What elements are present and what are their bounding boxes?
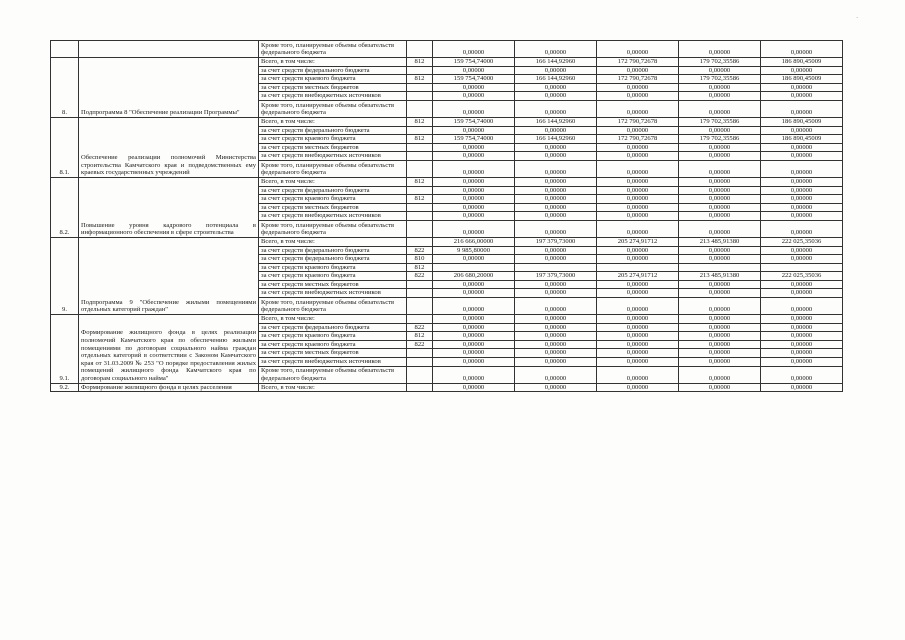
amount-cell-year-3: 205 274,91712	[597, 272, 679, 281]
funding-source: за счет средств местных бюджетов	[259, 280, 407, 289]
amount-cell-year-1: 0,00000	[433, 289, 515, 298]
amount-cell-year-1: 0,00000	[433, 100, 515, 117]
amount-cell-year-5: 186 890,45009	[761, 75, 843, 84]
program-name: Подпрограмма 8 "Обеспечение реализации Программы"	[79, 58, 259, 118]
program-name: Обеспечение реализации полномочий Министерства строительства Камчатского края и подведомственных ему краевых государственных учреждений	[79, 117, 259, 177]
budget-code: 822	[407, 246, 433, 255]
amount-cell-year-2: 0,00000	[515, 220, 597, 237]
amount-cell-year-1: 0,00000	[433, 383, 515, 392]
amount-cell-year-5: 222 025,35036	[761, 237, 843, 246]
budget-code: 822	[407, 323, 433, 332]
amount-cell-year-5: 0,00000	[761, 152, 843, 161]
amount-cell-year-4: 0,00000	[679, 66, 761, 75]
amount-cell-year-4: 0,00000	[679, 358, 761, 367]
amount-cell-year-2: 0,00000	[515, 280, 597, 289]
amount-cell-year-4: 0,00000	[679, 383, 761, 392]
amount-cell-year-5: 0,00000	[761, 332, 843, 341]
budget-code	[407, 92, 433, 101]
amount-cell-year-5: 0,00000	[761, 349, 843, 358]
amount-cell-year-2: 0,00000	[515, 340, 597, 349]
table-row	[51, 117, 843, 126]
amount-cell-year-4: 213 485,91380	[679, 272, 761, 281]
budget-code: 822	[407, 272, 433, 281]
budget-code: 812	[407, 332, 433, 341]
amount-cell-year-4: 0,00000	[679, 203, 761, 212]
amount-cell-year-4: 213 485,91380	[679, 237, 761, 246]
amount-cell-year-5: 0,00000	[761, 212, 843, 221]
amount-cell-year-1: 0,00000	[433, 212, 515, 221]
amount-cell-year-3: 0,00000	[597, 280, 679, 289]
funding-source: Всего, в том числе:	[259, 383, 407, 392]
amount-cell-year-1: 0,00000	[433, 83, 515, 92]
amount-cell-year-3: 0,00000	[597, 143, 679, 152]
row-index: 8.1.	[51, 117, 79, 177]
amount-cell-year-4: 0,00000	[679, 332, 761, 341]
amount-cell-year-5: 0,00000	[761, 195, 843, 204]
amount-cell-year-2: 0,00000	[515, 323, 597, 332]
amount-cell-year-5: 0,00000	[761, 246, 843, 255]
table-row	[51, 315, 843, 324]
amount-cell-year-1: 0,00000	[433, 152, 515, 161]
program-name: Повышение уровня кадрового потенциала в информационного обеспечения в сфере строительства	[79, 177, 259, 237]
amount-cell-year-2: 0,00000	[515, 160, 597, 177]
funding-source: за счет средств краевого бюджета	[259, 340, 407, 349]
budget-document	[50, 40, 850, 570]
amount-cell-year-5: 0,00000	[761, 298, 843, 315]
budget-code: 822	[407, 340, 433, 349]
amount-cell-year-2: 0,00000	[515, 358, 597, 367]
amount-cell-year-2: 0,00000	[515, 212, 597, 221]
amount-cell-year-1: 0,00000	[433, 358, 515, 367]
amount-cell-year-4: 0,00000	[679, 246, 761, 255]
amount-cell-year-1: 0,00000	[433, 41, 515, 58]
funding-source: за счет средств местных бюджетов	[259, 349, 407, 358]
amount-cell-year-2: 0,00000	[515, 289, 597, 298]
funding-source: Всего, в том числе:	[259, 58, 407, 67]
amount-cell-year-3: 0,00000	[597, 126, 679, 135]
budget-code: 812	[407, 135, 433, 144]
amount-cell-year-5: 186 890,45009	[761, 58, 843, 67]
budget-code: 812	[407, 263, 433, 272]
budget-code	[407, 100, 433, 117]
budget-table	[50, 40, 843, 392]
corner-mark: ·	[856, 14, 859, 22]
amount-cell-year-5: 0,00000	[761, 186, 843, 195]
amount-cell-year-3: 172 790,72678	[597, 117, 679, 126]
row-index: 8.2.	[51, 177, 79, 237]
program-name: Формирование жилищного фонда в целях реализации полномочий Камчатского края по обеспечению жилыми помещениями по договорам социального найма граждан отдельных категорий в соответствии с Законом Камчатского края от 31.03.2009 № 253 "О порядке предоставления жилых помещений жилищного фонда Камчатского края по договорам социального найма"	[79, 315, 259, 384]
budget-code	[407, 160, 433, 177]
amount-cell-year-3	[597, 263, 679, 272]
amount-cell-year-5: 0,00000	[761, 66, 843, 75]
amount-cell-year-3: 0,00000	[597, 332, 679, 341]
table-row	[51, 237, 843, 246]
amount-cell-year-2: 0,00000	[515, 383, 597, 392]
amount-cell-year-5: 0,00000	[761, 323, 843, 332]
funding-source: за счет средств федерального бюджета	[259, 66, 407, 75]
amount-cell-year-1: 0,00000	[433, 160, 515, 177]
amount-cell-year-2: 0,00000	[515, 41, 597, 58]
amount-cell-year-2	[515, 263, 597, 272]
amount-cell-year-3: 0,00000	[597, 323, 679, 332]
budget-code	[407, 349, 433, 358]
budget-code	[407, 143, 433, 152]
amount-cell-year-4: 179 702,35586	[679, 58, 761, 67]
funding-source: Кроме того, планируемые объемы обязательств федерального бюджета	[259, 160, 407, 177]
funding-source: за счет средств краевого бюджета	[259, 263, 407, 272]
amount-cell-year-5: 0,00000	[761, 100, 843, 117]
funding-source: за счет средств внебюджетных источников	[259, 212, 407, 221]
amount-cell-year-4: 0,00000	[679, 83, 761, 92]
amount-cell-year-4: 0,00000	[679, 212, 761, 221]
amount-cell-year-2: 197 379,73000	[515, 272, 597, 281]
amount-cell-year-4: 0,00000	[679, 255, 761, 264]
funding-source: за счет средств федерального бюджета	[259, 323, 407, 332]
amount-cell-year-5: 0,00000	[761, 92, 843, 101]
amount-cell-year-5: 0,00000	[761, 366, 843, 383]
program-name: Подпрограмма 9 "Обеспечение жилыми помещениями отдельных категорий граждан"	[79, 237, 259, 314]
funding-source: за счет средств краевого бюджета	[259, 332, 407, 341]
funding-source: Кроме того, планируемые объемы обязательств федерального бюджета	[259, 41, 407, 58]
amount-cell-year-1: 0,00000	[433, 92, 515, 101]
amount-cell-year-1: 159 754,74000	[433, 58, 515, 67]
row-index: 9.1.	[51, 315, 79, 384]
funding-source: за счет средств федерального бюджета	[259, 246, 407, 255]
funding-source: Кроме того, планируемые объемы обязательств федерального бюджета	[259, 298, 407, 315]
amount-cell-year-1: 0,00000	[433, 186, 515, 195]
amount-cell-year-1: 0,00000	[433, 203, 515, 212]
budget-code	[407, 315, 433, 324]
amount-cell-year-2: 0,00000	[515, 298, 597, 315]
amount-cell-year-3: 172 790,72678	[597, 75, 679, 84]
amount-cell-year-3: 0,00000	[597, 83, 679, 92]
funding-source: за счет средств краевого бюджета	[259, 272, 407, 281]
amount-cell-year-3: 0,00000	[597, 358, 679, 367]
budget-code: 812	[407, 58, 433, 67]
budget-code	[407, 298, 433, 315]
amount-cell-year-4	[679, 263, 761, 272]
amount-cell-year-4: 0,00000	[679, 92, 761, 101]
budget-code: 812	[407, 195, 433, 204]
funding-source: за счет средств краевого бюджета	[259, 75, 407, 84]
budget-code	[407, 186, 433, 195]
amount-cell-year-1: 9 985,80000	[433, 246, 515, 255]
budget-code	[407, 280, 433, 289]
funding-source: за счет средств внебюджетных источников	[259, 152, 407, 161]
amount-cell-year-4: 179 702,35586	[679, 135, 761, 144]
funding-source: за счет средств местных бюджетов	[259, 83, 407, 92]
amount-cell-year-2: 166 144,92960	[515, 75, 597, 84]
amount-cell-year-3: 0,00000	[597, 349, 679, 358]
table-row	[51, 177, 843, 186]
funding-source: за счет средств краевого бюджета	[259, 195, 407, 204]
amount-cell-year-3: 0,00000	[597, 220, 679, 237]
budget-code	[407, 358, 433, 367]
amount-cell-year-4: 0,00000	[679, 41, 761, 58]
funding-source: за счет средств внебюджетных источников	[259, 358, 407, 367]
amount-cell-year-2: 0,00000	[515, 186, 597, 195]
amount-cell-year-2: 166 144,92960	[515, 58, 597, 67]
amount-cell-year-4: 179 702,35586	[679, 75, 761, 84]
budget-code	[407, 66, 433, 75]
amount-cell-year-2: 0,00000	[515, 332, 597, 341]
amount-cell-year-3: 172 790,72678	[597, 58, 679, 67]
amount-cell-year-3: 0,00000	[597, 366, 679, 383]
table-body	[51, 41, 843, 392]
amount-cell-year-3: 0,00000	[597, 66, 679, 75]
budget-code: 810	[407, 255, 433, 264]
amount-cell-year-1: 0,00000	[433, 298, 515, 315]
amount-cell-year-5: 0,00000	[761, 358, 843, 367]
program-name: Формирование жилищного фонда в целях расселения	[79, 383, 259, 392]
amount-cell-year-5	[761, 263, 843, 272]
amount-cell-year-4: 0,00000	[679, 366, 761, 383]
amount-cell-year-3: 172 790,72678	[597, 135, 679, 144]
amount-cell-year-3: 0,00000	[597, 186, 679, 195]
funding-source: за счет средств местных бюджетов	[259, 203, 407, 212]
amount-cell-year-4: 0,00000	[679, 280, 761, 289]
amount-cell-year-5: 0,00000	[761, 143, 843, 152]
row-index: 9.2.	[51, 383, 79, 392]
budget-code	[407, 152, 433, 161]
amount-cell-year-1: 216 666,00000	[433, 237, 515, 246]
amount-cell-year-1: 206 680,20000	[433, 272, 515, 281]
amount-cell-year-3: 0,00000	[597, 315, 679, 324]
amount-cell-year-5: 0,00000	[761, 41, 843, 58]
amount-cell-year-1: 159 754,74000	[433, 117, 515, 126]
amount-cell-year-2: 0,00000	[515, 92, 597, 101]
amount-cell-year-1: 0,00000	[433, 66, 515, 75]
amount-cell-year-3: 205 274,91712	[597, 237, 679, 246]
amount-cell-year-3: 0,00000	[597, 203, 679, 212]
amount-cell-year-2: 166 144,92960	[515, 135, 597, 144]
amount-cell-year-4: 0,00000	[679, 220, 761, 237]
amount-cell-year-1: 0,00000	[433, 349, 515, 358]
amount-cell-year-2: 0,00000	[515, 366, 597, 383]
amount-cell-year-5: 0,00000	[761, 315, 843, 324]
amount-cell-year-5: 0,00000	[761, 220, 843, 237]
budget-code	[407, 289, 433, 298]
amount-cell-year-2: 0,00000	[515, 143, 597, 152]
amount-cell-year-1: 0,00000	[433, 280, 515, 289]
amount-cell-year-5: 0,00000	[761, 83, 843, 92]
amount-cell-year-1: 0,00000	[433, 195, 515, 204]
amount-cell-year-2: 0,00000	[515, 126, 597, 135]
amount-cell-year-1: 0,00000	[433, 315, 515, 324]
amount-cell-year-1: 0,00000	[433, 332, 515, 341]
amount-cell-year-2: 197 379,73000	[515, 237, 597, 246]
program-name	[79, 41, 259, 58]
amount-cell-year-5: 0,00000	[761, 203, 843, 212]
amount-cell-year-3: 0,00000	[597, 160, 679, 177]
amount-cell-year-2: 0,00000	[515, 349, 597, 358]
amount-cell-year-4: 0,00000	[679, 152, 761, 161]
funding-source: за счет средств внебюджетных источников	[259, 92, 407, 101]
amount-cell-year-1: 0,00000	[433, 323, 515, 332]
amount-cell-year-1: 0,00000	[433, 177, 515, 186]
amount-cell-year-2: 166 144,92960	[515, 117, 597, 126]
budget-code: 812	[407, 177, 433, 186]
amount-cell-year-4: 0,00000	[679, 298, 761, 315]
amount-cell-year-5: 222 025,35036	[761, 272, 843, 281]
amount-cell-year-3: 0,00000	[597, 255, 679, 264]
funding-source: Кроме того, планируемые объемы обязательств федерального бюджета	[259, 366, 407, 383]
amount-cell-year-4: 0,00000	[679, 323, 761, 332]
amount-cell-year-5: 0,00000	[761, 126, 843, 135]
funding-source: Всего, в том числе:	[259, 237, 407, 246]
amount-cell-year-3: 0,00000	[597, 92, 679, 101]
budget-code: 812	[407, 117, 433, 126]
amount-cell-year-5: 0,00000	[761, 255, 843, 264]
funding-source: Кроме того, планируемые объемы обязательств федерального бюджета	[259, 220, 407, 237]
amount-cell-year-1: 159 754,74000	[433, 75, 515, 84]
amount-cell-year-3: 0,00000	[597, 298, 679, 315]
funding-source: Всего, в том числе:	[259, 315, 407, 324]
amount-cell-year-4: 0,00000	[679, 177, 761, 186]
funding-source: за счет средств федерального бюджета	[259, 186, 407, 195]
amount-cell-year-3: 0,00000	[597, 41, 679, 58]
amount-cell-year-4: 0,00000	[679, 289, 761, 298]
row-index: 8.	[51, 58, 79, 118]
table-row	[51, 41, 843, 58]
amount-cell-year-2: 0,00000	[515, 203, 597, 212]
amount-cell-year-4: 0,00000	[679, 100, 761, 117]
amount-cell-year-1: 0,00000	[433, 143, 515, 152]
amount-cell-year-2: 0,00000	[515, 255, 597, 264]
table-row	[51, 383, 843, 392]
amount-cell-year-4: 0,00000	[679, 340, 761, 349]
budget-code	[407, 220, 433, 237]
amount-cell-year-2: 0,00000	[515, 315, 597, 324]
budget-code	[407, 41, 433, 58]
amount-cell-year-5: 186 890,45009	[761, 135, 843, 144]
amount-cell-year-4: 0,00000	[679, 186, 761, 195]
budget-code: 812	[407, 75, 433, 84]
amount-cell-year-4: 0,00000	[679, 195, 761, 204]
amount-cell-year-1: 0,00000	[433, 126, 515, 135]
amount-cell-year-3: 0,00000	[597, 340, 679, 349]
budget-code	[407, 212, 433, 221]
amount-cell-year-2: 0,00000	[515, 66, 597, 75]
budget-code	[407, 383, 433, 392]
amount-cell-year-3: 0,00000	[597, 212, 679, 221]
amount-cell-year-3: 0,00000	[597, 152, 679, 161]
amount-cell-year-3: 0,00000	[597, 383, 679, 392]
amount-cell-year-1: 0,00000	[433, 220, 515, 237]
amount-cell-year-3: 0,00000	[597, 177, 679, 186]
amount-cell-year-5: 0,00000	[761, 160, 843, 177]
amount-cell-year-3: 0,00000	[597, 289, 679, 298]
amount-cell-year-1: 0,00000	[433, 255, 515, 264]
amount-cell-year-1: 159 754,74000	[433, 135, 515, 144]
amount-cell-year-3: 0,00000	[597, 246, 679, 255]
amount-cell-year-4: 0,00000	[679, 349, 761, 358]
amount-cell-year-2: 0,00000	[515, 177, 597, 186]
budget-code	[407, 126, 433, 135]
table-row	[51, 58, 843, 67]
budget-code	[407, 237, 433, 246]
amount-cell-year-1: 0,00000	[433, 340, 515, 349]
funding-source: Всего, в том числе:	[259, 177, 407, 186]
funding-source: Кроме того, планируемые объемы обязательств федерального бюджета	[259, 100, 407, 117]
amount-cell-year-5: 0,00000	[761, 289, 843, 298]
amount-cell-year-4: 179 702,35586	[679, 117, 761, 126]
funding-source: за счет средств федерального бюджета	[259, 255, 407, 264]
amount-cell-year-2: 0,00000	[515, 246, 597, 255]
budget-code	[407, 83, 433, 92]
amount-cell-year-3: 0,00000	[597, 100, 679, 117]
amount-cell-year-5: 0,00000	[761, 280, 843, 289]
amount-cell-year-5: 0,00000	[761, 383, 843, 392]
budget-code	[407, 203, 433, 212]
amount-cell-year-1: 0,00000	[433, 366, 515, 383]
funding-source: за счет средств внебюджетных источников	[259, 289, 407, 298]
amount-cell-year-3: 0,00000	[597, 195, 679, 204]
amount-cell-year-4: 0,00000	[679, 126, 761, 135]
amount-cell-year-5: 0,00000	[761, 340, 843, 349]
amount-cell-year-2: 0,00000	[515, 195, 597, 204]
row-index: 9.	[51, 237, 79, 314]
amount-cell-year-2: 0,00000	[515, 100, 597, 117]
row-index	[51, 41, 79, 58]
funding-source: Всего, в том числе:	[259, 117, 407, 126]
funding-source: за счет средств федерального бюджета	[259, 126, 407, 135]
funding-source: за счет средств местных бюджетов	[259, 143, 407, 152]
amount-cell-year-4: 0,00000	[679, 160, 761, 177]
amount-cell-year-5: 186 890,45009	[761, 117, 843, 126]
amount-cell-year-5: 0,00000	[761, 177, 843, 186]
funding-source: за счет средств краевого бюджета	[259, 135, 407, 144]
amount-cell-year-2: 0,00000	[515, 83, 597, 92]
amount-cell-year-2: 0,00000	[515, 152, 597, 161]
amount-cell-year-4: 0,00000	[679, 315, 761, 324]
amount-cell-year-4: 0,00000	[679, 143, 761, 152]
budget-code	[407, 366, 433, 383]
amount-cell-year-1	[433, 263, 515, 272]
